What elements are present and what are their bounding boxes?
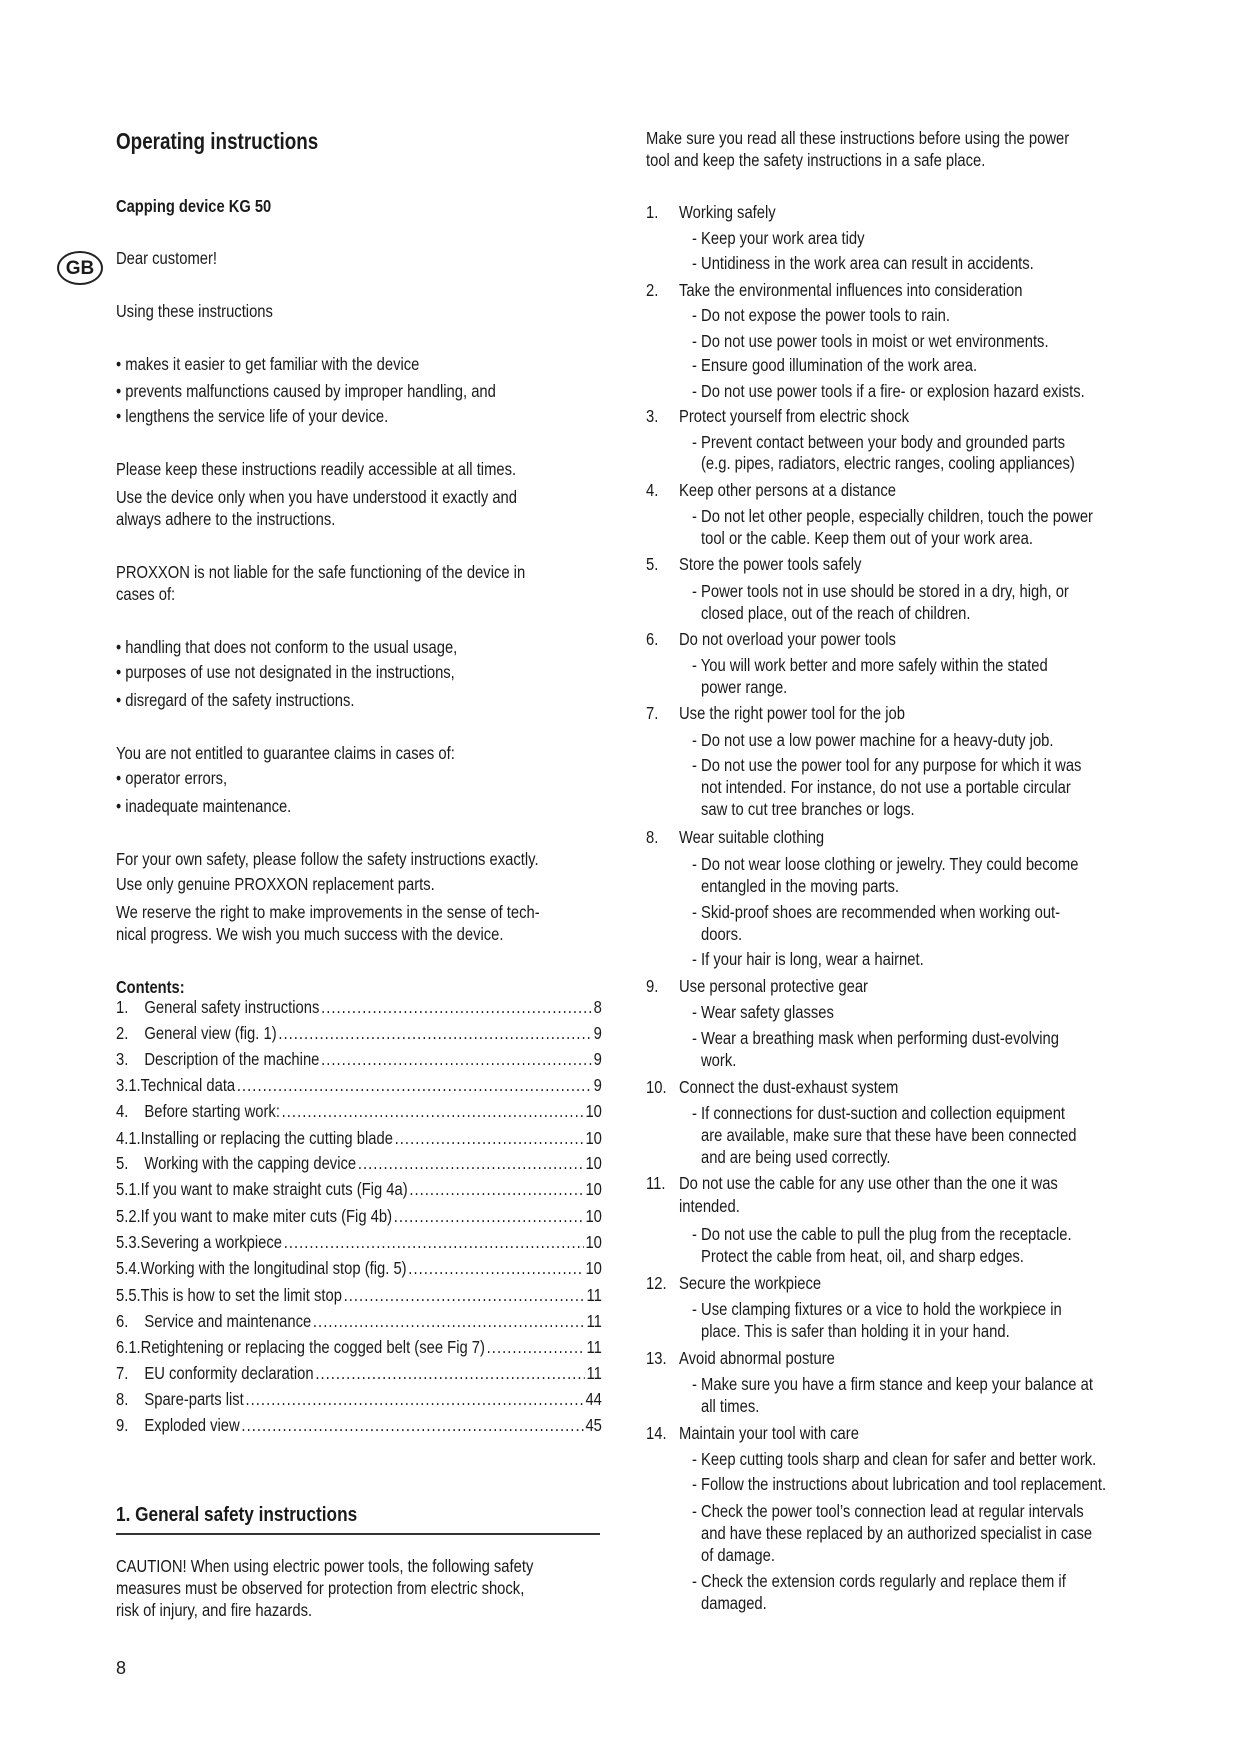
toc-leader-dots bbox=[237, 1074, 592, 1097]
safety-item-title: Use personal protective gear bbox=[679, 976, 868, 996]
safety-sub-item: - Follow the instructions about lubrication and tool replacement. bbox=[692, 1474, 1107, 1494]
safety-item-title: Protect yourself from electric shock bbox=[679, 406, 910, 426]
safety-item-number: 13. bbox=[646, 1348, 667, 1368]
safety-item-title: Secure the workpiece bbox=[679, 1273, 822, 1293]
toc-leader-dots bbox=[321, 1048, 592, 1071]
safety-item-title-continued: intended. bbox=[679, 1196, 740, 1216]
safety-item-title: Store the power tools safely bbox=[679, 554, 862, 574]
safety-sub-item-continued: and have these replaced by an authorized specialist in case bbox=[701, 1523, 1093, 1543]
safety-sub-item-continued: tool or the cable. Keep them out of your work area. bbox=[701, 528, 1033, 548]
toc-entry-title: Working with the longitudinal stop (fig. 5) bbox=[140, 1258, 407, 1278]
safety-item-number: 14. bbox=[646, 1423, 667, 1443]
safety-sub-item: - Do not use power tools if a fire- or explosion hazard exists. bbox=[692, 381, 1085, 401]
toc-entry-number: 1. bbox=[116, 997, 129, 1017]
toc-entry bbox=[116, 1362, 602, 1385]
safety-sub-item: - Use clamping fixtures or a vice to hold the workpiece in bbox=[692, 1299, 1062, 1319]
toc-entry bbox=[116, 1284, 602, 1307]
toc-entry-title: Severing a workpiece bbox=[140, 1232, 282, 1252]
safety-sub-item-continued: damaged. bbox=[701, 1593, 767, 1613]
toc-entry-number: 5.1. bbox=[116, 1179, 141, 1199]
toc-entry-page: 8 bbox=[593, 997, 602, 1017]
toc-entry-number: 5.5. bbox=[116, 1285, 141, 1305]
safety-item-title: Working safely bbox=[679, 202, 776, 222]
toc-entry-page: 44 bbox=[585, 1389, 602, 1409]
use-device-text-line1: Use the device only when you have understood it exactly and bbox=[116, 487, 517, 507]
toc-entry-number: 5.2. bbox=[116, 1206, 141, 1226]
safety-item-title: Avoid abnormal posture bbox=[679, 1348, 835, 1368]
toc-entry-number: 5.4. bbox=[116, 1258, 141, 1278]
safety-sub-item-continued: Protect the cable from heat, oil, and sharp edges. bbox=[701, 1246, 1024, 1266]
benefit-item: • makes it easier to get familiar with the device bbox=[116, 354, 420, 374]
toc-entry-number: 5. bbox=[116, 1153, 129, 1173]
liability-case-item: • disregard of the safety instructions. bbox=[116, 690, 355, 710]
toc-entry-page: 10 bbox=[585, 1128, 602, 1148]
page-number: 8 bbox=[116, 1658, 127, 1678]
safety-sub-item: - If your hair is long, wear a hairnet. bbox=[692, 949, 924, 969]
toc-entry-page: 10 bbox=[585, 1232, 602, 1252]
toc-leader-dots bbox=[408, 1257, 583, 1280]
toc-entry bbox=[116, 1074, 602, 1097]
toc-entry-title: This is how to set the limit stop bbox=[140, 1285, 342, 1305]
toc-entry-page: 9 bbox=[593, 1075, 602, 1095]
safety-item-number: 7. bbox=[646, 703, 659, 723]
toc-entry-page: 9 bbox=[593, 1023, 602, 1043]
toc-leader-dots bbox=[241, 1414, 583, 1437]
toc-leader-dots bbox=[409, 1178, 583, 1201]
safety-item-number: 10. bbox=[646, 1077, 667, 1097]
toc-entry-page: 10 bbox=[585, 1179, 602, 1199]
safety-sub-item: - Check the extension cords regularly and replace them if bbox=[692, 1571, 1066, 1591]
toc-leader-dots bbox=[358, 1152, 584, 1175]
toc-entry bbox=[116, 1152, 602, 1175]
toc-entry-page: 11 bbox=[586, 1285, 602, 1305]
safety-sub-item: - If connections for dust-suction and collection equipment bbox=[692, 1103, 1066, 1123]
safety-item-title: Connect the dust-exhaust system bbox=[679, 1077, 899, 1097]
benefit-item: • lengthens the service life of your device. bbox=[116, 406, 389, 426]
toc-entry-number: 4.1. bbox=[116, 1128, 141, 1148]
page-title: Operating instructions bbox=[116, 128, 319, 154]
toc-entry-page: 11 bbox=[586, 1337, 602, 1357]
safety-item-number: 2. bbox=[646, 280, 659, 300]
toc-entry-title: General safety instructions bbox=[144, 997, 320, 1017]
toc-entry-page: 45 bbox=[585, 1415, 602, 1435]
safety-sub-item: - You will work better and more safely within the stated bbox=[692, 655, 1048, 675]
toc-entry bbox=[116, 1231, 602, 1254]
toc-entry-page: 11 bbox=[586, 1363, 602, 1383]
toc-entry-title: If you want to make straight cuts (Fig 4a) bbox=[140, 1179, 408, 1199]
toc-entry bbox=[116, 1388, 602, 1411]
toc-entry-title: If you want to make miter cuts (Fig 4b) bbox=[140, 1206, 393, 1226]
toc-entry bbox=[116, 1257, 602, 1280]
liability-text-line2: cases of: bbox=[116, 584, 176, 604]
safety-sub-item: - Keep cutting tools sharp and clean for safer and better work. bbox=[692, 1449, 1097, 1469]
toc-entry bbox=[116, 1205, 602, 1228]
safety-item-title: Use the right power tool for the job bbox=[679, 703, 905, 723]
toc-entry-title: Description of the machine bbox=[144, 1049, 320, 1069]
safety-sub-item-continued: place. This is safer than holding it in your hand. bbox=[701, 1321, 1010, 1341]
toc-entry-title: Installing or replacing the cutting blade bbox=[140, 1128, 393, 1148]
safety-sub-item-continued: are available, make sure that these have been connected bbox=[701, 1125, 1077, 1145]
toc-entry-title: EU conformity declaration bbox=[144, 1363, 314, 1383]
safety-item-number: 5. bbox=[646, 554, 659, 574]
toc-entry bbox=[116, 1127, 602, 1150]
safety-item-number: 9. bbox=[646, 976, 659, 996]
guarantee-case-item: • inadequate maintenance. bbox=[116, 796, 292, 816]
toc-entry bbox=[116, 1178, 602, 1201]
safety-sub-item: - Do not use a low power machine for a heavy-duty job. bbox=[692, 730, 1054, 750]
toc-entry-number: 8. bbox=[116, 1389, 129, 1409]
toc-entry-title: Technical data bbox=[140, 1075, 236, 1095]
read-instructions-line1: Make sure you read all these instructions before using the power bbox=[646, 128, 1070, 148]
toc-entry-title: Before starting work: bbox=[144, 1101, 280, 1121]
benefit-item: • prevents malfunctions caused by improper handling, and bbox=[116, 381, 496, 401]
toc-entry-page: 10 bbox=[585, 1206, 602, 1226]
guarantee-text: You are not entitled to guarantee claims in cases of: bbox=[116, 743, 455, 763]
toc-entry-page: 10 bbox=[585, 1153, 602, 1173]
safety-sub-item: - Prevent contact between your body and grounded parts bbox=[692, 432, 1066, 452]
toc-entry-number: 4. bbox=[116, 1101, 129, 1121]
caution-text-line2: measures must be observed for protection from electric shock, bbox=[116, 1578, 525, 1598]
safety-sub-item: - Ensure good illumination of the work area. bbox=[692, 355, 978, 375]
toc-leader-dots bbox=[344, 1284, 585, 1307]
toc-entry-title: General view (fig. 1) bbox=[144, 1023, 277, 1043]
safety-item-title: Take the environmental influences into consideration bbox=[679, 280, 1023, 300]
safety-sub-item-continued: entangled in the moving parts. bbox=[701, 876, 900, 896]
toc-leader-dots bbox=[282, 1100, 584, 1123]
safety-sub-item-continued: and are being used correctly. bbox=[701, 1147, 891, 1167]
toc-leader-dots bbox=[487, 1336, 585, 1359]
toc-entry bbox=[116, 1414, 602, 1437]
device-subtitle: Capping device KG 50 bbox=[116, 196, 272, 216]
safety-sub-item: - Keep your work area tidy bbox=[692, 228, 865, 248]
toc-entry-number: 9. bbox=[116, 1415, 129, 1435]
safety-sub-item: - Make sure you have a firm stance and keep your balance at bbox=[692, 1374, 1093, 1394]
guarantee-case-item: • operator errors, bbox=[116, 768, 228, 788]
safety-sub-item: - Check the power tool’s connection lead at regular intervals bbox=[692, 1501, 1084, 1521]
toc-entry-number: 6.1. bbox=[116, 1337, 141, 1357]
toc-entry-title: Retightening or replacing the cogged belt (see Fig 7) bbox=[140, 1337, 485, 1357]
safety-item-title: Maintain your tool with care bbox=[679, 1423, 859, 1443]
toc-leader-dots bbox=[315, 1362, 584, 1385]
safety-item-title: Keep other persons at a distance bbox=[679, 480, 896, 500]
section-heading: 1. General safety instructions bbox=[116, 1503, 358, 1526]
safety-item-number: 11. bbox=[646, 1173, 666, 1193]
toc-entry-page: 10 bbox=[585, 1258, 602, 1278]
safety-sub-item: - Do not let other people, especially children, touch the power bbox=[692, 506, 1093, 526]
safety-sub-item-continued: (e.g. pipes, radiators, electric ranges, cooling appliances) bbox=[701, 453, 1075, 473]
safety-sub-item-continued: closed place, out of the reach of children. bbox=[701, 603, 971, 623]
toc-entry-number: 2. bbox=[116, 1023, 129, 1043]
toc-entry-number: 5.3. bbox=[116, 1232, 141, 1252]
safety-sub-item: - Wear a breathing mask when performing dust-evolving bbox=[692, 1028, 1059, 1048]
keep-instructions-text: Please keep these instructions readily accessible at all times. bbox=[116, 459, 517, 479]
safety-sub-item-continued: saw to cut tree branches or logs. bbox=[701, 799, 915, 819]
reserve-text-line2: nical progress. We wish you much success with the device. bbox=[116, 924, 504, 944]
safety-item-number: 8. bbox=[646, 827, 659, 847]
read-instructions-line2: tool and keep the safety instructions in a safe place. bbox=[646, 150, 986, 170]
toc-entry-title: Exploded view bbox=[144, 1415, 240, 1435]
safety-sub-item-continued: doors. bbox=[701, 924, 743, 944]
liability-case-item: • handling that does not conform to the usual usage, bbox=[116, 637, 458, 657]
toc-leader-dots bbox=[284, 1231, 584, 1254]
toc-leader-dots bbox=[278, 1022, 592, 1045]
toc-entry-number: 7. bbox=[116, 1363, 129, 1383]
safety-sub-item: - Power tools not in use should be stored in a dry, high, or bbox=[692, 581, 1069, 601]
safety-sub-item-continued: not intended. For instance, do not use a portable circular bbox=[701, 777, 1071, 797]
toc-entry-title: Spare-parts list bbox=[144, 1389, 244, 1409]
toc-entry-page: 9 bbox=[593, 1049, 602, 1069]
safety-sub-item: - Skid-proof shoes are recommended when working out- bbox=[692, 902, 1061, 922]
liability-text-line1: PROXXON is not liable for the safe functioning of the device in bbox=[116, 562, 526, 582]
safety-sub-item: - Do not use power tools in moist or wet environments. bbox=[692, 331, 1049, 351]
toc-entry-page: 10 bbox=[585, 1101, 602, 1121]
toc-leader-dots bbox=[394, 1205, 584, 1228]
safety-sub-item: - Do not use the power tool for any purpose for which it was bbox=[692, 755, 1082, 775]
safety-item-number: 6. bbox=[646, 629, 659, 649]
toc-leader-dots bbox=[321, 996, 592, 1019]
use-device-text-line2: always adhere to the instructions. bbox=[116, 509, 336, 529]
toc-leader-dots bbox=[246, 1388, 584, 1411]
safety-sub-item: - Wear safety glasses bbox=[692, 1002, 834, 1022]
toc-leader-dots bbox=[395, 1127, 584, 1150]
toc-entry-page: 11 bbox=[586, 1311, 602, 1331]
safety-item-title: Wear suitable clothing bbox=[679, 827, 825, 847]
liability-case-item: • purposes of use not designated in the instructions, bbox=[116, 662, 455, 682]
toc-entry bbox=[116, 1022, 602, 1045]
toc-entry bbox=[116, 1310, 602, 1333]
caution-text-line1: CAUTION! When using electric power tools, the following safety bbox=[116, 1556, 534, 1576]
safety-sub-item-continued: all times. bbox=[701, 1396, 760, 1416]
safety-item-number: 3. bbox=[646, 406, 659, 426]
safety-item-number: 4. bbox=[646, 480, 659, 500]
toc-entry-title: Working with the capping device bbox=[144, 1153, 357, 1173]
toc-entry bbox=[116, 1336, 602, 1359]
intro-text: Using these instructions bbox=[116, 301, 273, 321]
safety-item-number: 12. bbox=[646, 1273, 667, 1293]
safety-sub-item: - Untidiness in the work area can result in accidents. bbox=[692, 253, 1034, 273]
safety-sub-item: - Do not expose the power tools to rain. bbox=[692, 305, 950, 325]
safety-sub-item-continued: power range. bbox=[701, 677, 788, 697]
section-rule bbox=[116, 1533, 600, 1535]
safety-sub-item-continued: of damage. bbox=[701, 1545, 775, 1565]
toc-entry-number: 3.1. bbox=[116, 1075, 141, 1095]
safety-sub-item: - Do not wear loose clothing or jewelry. They could become bbox=[692, 854, 1079, 874]
reserve-text-line1: We reserve the right to make improvements in the sense of tech- bbox=[116, 902, 540, 922]
toc-leader-dots bbox=[313, 1310, 585, 1333]
safety-sub-item-continued: work. bbox=[701, 1050, 737, 1070]
toc-entry-title: Service and maintenance bbox=[144, 1311, 312, 1331]
safety-item-title: Do not use the cable for any use other than the one it was bbox=[679, 1173, 1058, 1193]
safety-text-line2: Use only genuine PROXXON replacement parts. bbox=[116, 874, 435, 894]
language-badge-gb: GB bbox=[57, 251, 103, 285]
safety-item-number: 1. bbox=[646, 202, 659, 222]
contents-heading: Contents: bbox=[116, 977, 185, 997]
safety-text-line1: For your own safety, please follow the safety instructions exactly. bbox=[116, 849, 539, 869]
greeting: Dear customer! bbox=[116, 248, 218, 268]
safety-item-title: Do not overload your power tools bbox=[679, 629, 896, 649]
toc-entry bbox=[116, 1100, 602, 1123]
toc-entry-number: 3. bbox=[116, 1049, 129, 1069]
toc-entry bbox=[116, 1048, 602, 1071]
caution-text-line3: risk of injury, and fire hazards. bbox=[116, 1600, 313, 1620]
toc-entry-number: 6. bbox=[116, 1311, 129, 1331]
safety-sub-item: - Do not use the cable to pull the plug from the receptacle. bbox=[692, 1224, 1072, 1244]
toc-entry bbox=[116, 996, 602, 1019]
